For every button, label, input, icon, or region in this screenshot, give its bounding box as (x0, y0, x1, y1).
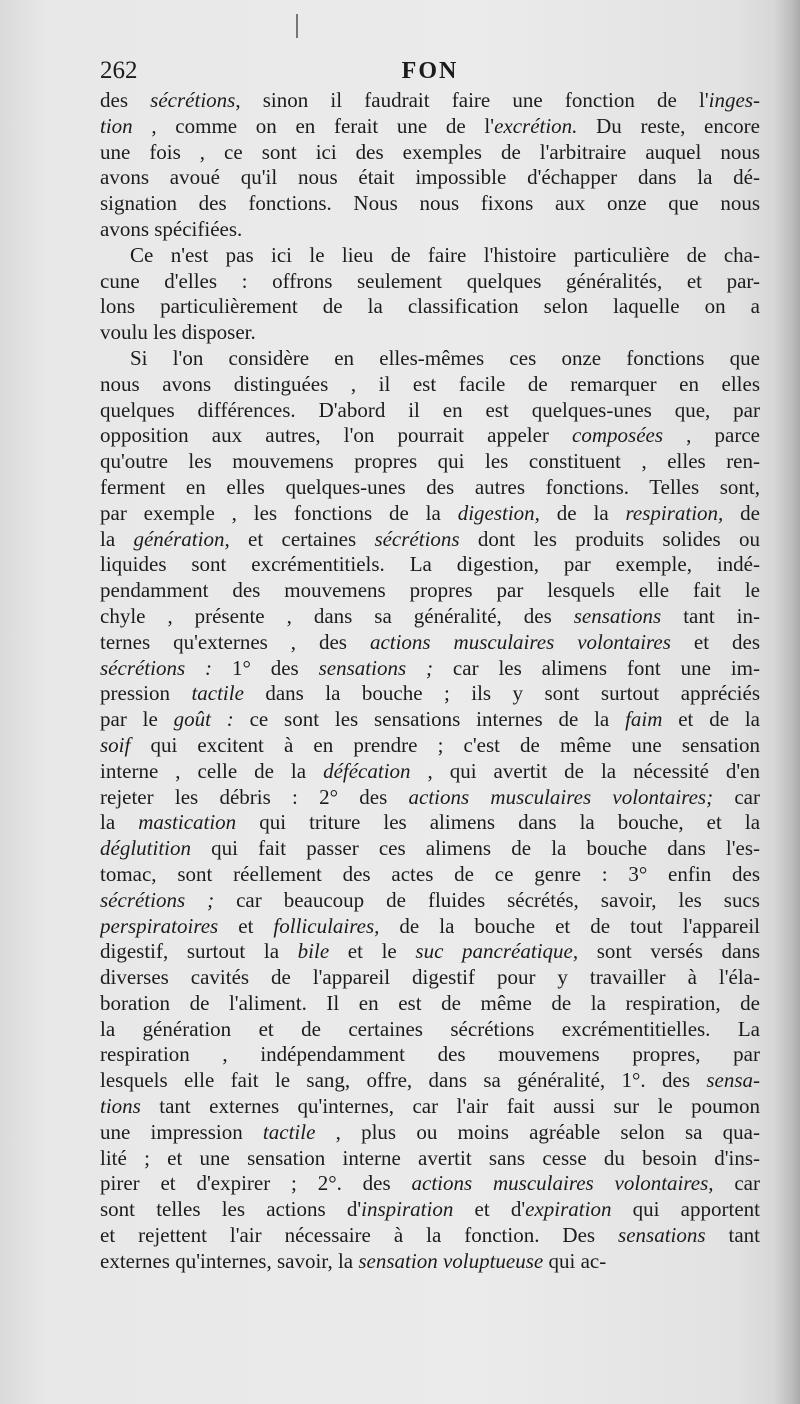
text-run: et rejettent l'air nécessaire à la fonction. Des (100, 1223, 619, 1248)
text-run: dont les produits solides ou (459, 526, 760, 551)
text-run: Du reste, encore (577, 113, 760, 138)
text-run: la (100, 810, 139, 835)
text-run: car (713, 784, 760, 809)
text-line (100, 914, 760, 940)
text-run: et d' (453, 1197, 526, 1222)
text-run: signation des fonctions. Nous nous fixons aux onze que nous (100, 191, 760, 216)
text-line (100, 1017, 760, 1043)
text-run: pirer et d'expirer ; 2°. des (100, 1171, 412, 1196)
italic-text: génération, (133, 526, 230, 551)
text-run: avons spécifiées. (100, 216, 243, 241)
italic-text: défécation (323, 758, 411, 783)
text-run: par exemple , les fonctions de la (100, 500, 458, 525)
text-line (100, 939, 760, 965)
text-run: interne , celle de la (100, 758, 324, 783)
italic-text: tactile (262, 1119, 316, 1144)
text-line (100, 965, 760, 991)
text-line (100, 1171, 760, 1197)
text-run: externes qu'internes, savoir, la (100, 1248, 359, 1273)
italic-text: goût : (173, 707, 234, 732)
text-run: par le (100, 707, 174, 732)
text-run: lesquels elle fait le sang, offre, dans sa généralité, 1°. des (100, 1068, 707, 1093)
text-run: , comme on en ferait une de l' (132, 113, 495, 138)
text-line (100, 140, 760, 166)
text-run: digestif, surtout la (100, 939, 298, 964)
text-run: la génération et de certaines sécrétions excrémentitielles. La (100, 1016, 760, 1041)
italic-text: excrétion. (494, 113, 578, 138)
text-line (100, 1146, 760, 1172)
text-line (100, 733, 760, 759)
italic-text: sécrétions (150, 88, 236, 112)
italic-text: expiration (525, 1197, 612, 1222)
text-run: des (100, 88, 151, 112)
text-line (100, 759, 760, 785)
text-run: lité ; et une sensation interne avertit sans cesse du besoin d'ins- (100, 1145, 760, 1170)
italic-text: faim (625, 707, 663, 732)
text-line (100, 1197, 760, 1223)
body-text (100, 88, 760, 1275)
page-top-mark (296, 14, 298, 38)
text-line (100, 681, 760, 707)
text-run: qu'outre les mouvemens propres qui les constituent , elles ren- (100, 449, 760, 474)
text-line (100, 991, 760, 1017)
text-run: de (723, 500, 760, 525)
text-line (100, 1120, 760, 1146)
text-run: qui fait passer ces alimens de la bouche dans l'es- (191, 836, 760, 861)
page-number: 262 (100, 57, 138, 84)
text-line (100, 449, 760, 475)
text-run: et (218, 913, 274, 938)
italic-text: sécrétions : (100, 655, 213, 680)
text-run: pression (100, 681, 192, 706)
text-line (100, 217, 760, 243)
text-run: respiration , indépendamment des mouvemens propres, par (100, 1042, 760, 1067)
text-run: chyle , présente , dans sa généralité, des (100, 603, 574, 628)
text-line (100, 527, 760, 553)
text-line (100, 630, 760, 656)
italic-text: respiration, (625, 500, 724, 525)
text-run: tomac, sont réellement des actes de ce genre : 3° enfin des (100, 861, 760, 886)
italic-text: inges- (708, 88, 760, 112)
text-line (100, 320, 760, 346)
text-line (100, 346, 760, 372)
text-line (100, 501, 760, 527)
italic-text: sensation voluptueuse (358, 1248, 544, 1273)
text-line (100, 604, 760, 630)
running-head: FON (401, 58, 459, 84)
text-line (100, 836, 760, 862)
text-line (100, 707, 760, 733)
text-run: qui triture les alimens dans la bouche, et la (236, 810, 760, 835)
text-run: sont telles les actions d' (100, 1197, 362, 1222)
text-run: , sinon il faudrait faire une fonction de l' (235, 88, 709, 112)
text-run: et le (329, 939, 416, 964)
text-line (100, 1042, 760, 1068)
text-run: et des (670, 629, 760, 654)
text-line (100, 191, 760, 217)
text-run: ferment en elles quelques-unes des autres fonctions. Telles sont, (100, 474, 760, 499)
text-run: tant (705, 1223, 760, 1248)
text-run: tant externes qu'internes, car l'air fait aussi sur le poumon (140, 1094, 760, 1119)
text-run: qui excitent à en prendre ; c'est de même une sensation (130, 732, 760, 757)
italic-text: composées (572, 423, 664, 448)
italic-text: actions musculaires volontaires; (408, 784, 714, 809)
text-run: de la (539, 500, 626, 525)
text-line (100, 165, 760, 191)
text-line (100, 294, 760, 320)
italic-text: tions (100, 1094, 141, 1119)
italic-text: inspiration (361, 1197, 454, 1222)
text-line (100, 810, 760, 836)
italic-text: sensations (573, 603, 662, 628)
italic-text: perspiratoires (100, 913, 219, 938)
italic-text: digestion, (457, 500, 540, 525)
text-run: la (100, 526, 134, 551)
italic-text: actions musculaires volontaires, (411, 1171, 714, 1196)
text-line (100, 785, 760, 811)
text-line (100, 398, 760, 424)
italic-text: sécrétions ; (100, 887, 215, 912)
text-run: , parce (663, 423, 760, 448)
text-run: nous avons distinguées , il est facile de remarquer en elles (100, 371, 760, 396)
text-run: lons particulièrement de la classification selon laquelle on a (100, 294, 760, 319)
text-line (100, 552, 760, 578)
text-run: avons avoué qu'il nous était impossible d'échapper dans la dé- (100, 165, 760, 190)
text-run: car les alimens font une im- (433, 655, 760, 680)
text-run: cune d'elles : offrons seulement quelques généralités, et par- (100, 268, 760, 293)
text-run: tant in- (661, 603, 760, 628)
text-run: , qui avertit de la nécessité d'en (410, 758, 760, 783)
text-line (100, 862, 760, 888)
text-run: 1° des (212, 655, 319, 680)
italic-text: mastication (138, 810, 237, 835)
italic-text: tion (100, 113, 133, 138)
text-run: qui ac- (543, 1248, 607, 1273)
text-run: une impression (100, 1119, 263, 1144)
italic-text: soif (100, 732, 131, 757)
text-line (100, 423, 760, 449)
text-line (100, 656, 760, 682)
text-line (100, 888, 760, 914)
text-line (100, 578, 760, 604)
text-run: sont versés dans (578, 939, 760, 964)
text-line (100, 475, 760, 501)
italic-text: tactile (191, 681, 244, 706)
italic-text: suc pancréatique, (415, 939, 579, 964)
text-line (100, 1249, 760, 1275)
text-run: opposition aux autres, l'on pourrait appeler (100, 423, 573, 448)
italic-text: sensations ; (318, 655, 434, 680)
italic-text: bile (297, 939, 330, 964)
text-run: qui apportent (611, 1197, 760, 1222)
text-run: car (713, 1171, 760, 1196)
text-run: Ce n'est pas ici le lieu de faire l'histoire particulière de cha- (130, 242, 760, 267)
text-run: diverses cavités de l'appareil digestif pour y travailler à l'éla- (100, 965, 760, 990)
text-line (100, 1094, 760, 1120)
text-run: dans la bouche ; ils y sont surtout appréciés (243, 681, 760, 706)
text-line (100, 88, 760, 114)
text-line (100, 372, 760, 398)
text-run: , plus ou moins agréable selon sa qua- (315, 1119, 760, 1144)
text-run: de la bouche et de tout l'appareil (379, 913, 760, 938)
text-run: Si l'on considère en elles-mêmes ces onze fonctions que (130, 345, 760, 370)
page-edge-shadow (774, 0, 800, 1404)
text-run: ternes qu'externes , des (100, 629, 370, 654)
text-run: boration de l'aliment. Il en est de même de la respiration, de (100, 990, 760, 1015)
text-run: ce sont les sensations internes de la (233, 707, 626, 732)
text-run: car beaucoup de fluides sécrétés, savoir, les sucs (214, 887, 760, 912)
text-run: voulu les disposer. (100, 320, 256, 345)
text-line (100, 114, 760, 140)
italic-text: sensations (618, 1223, 706, 1248)
italic-text: actions musculaires volontaires (369, 629, 671, 654)
text-run: rejeter les débris : 2° des (100, 784, 409, 809)
text-line (100, 1068, 760, 1094)
text-run: quelques différences. D'abord il en est quelques-unes que, par (100, 397, 760, 422)
italic-text: sensa- (706, 1068, 760, 1093)
text-run: une fois , ce sont ici des exemples de l'arbitraire auquel nous (100, 139, 760, 164)
italic-text: folliculaires, (273, 913, 380, 938)
text-line (100, 1223, 760, 1249)
text-run: pendamment des mouvemens propres par lesquels elle fait le (100, 578, 760, 603)
text-run: et de la (662, 707, 760, 732)
page-header (100, 56, 760, 86)
text-run: liquides sont excrémentitiels. La digestion, par exemple, indé- (100, 552, 760, 577)
text-run: et certaines (229, 526, 375, 551)
text-line (100, 269, 760, 295)
italic-text: déglutition (100, 836, 191, 861)
italic-text: sécrétions (374, 526, 460, 551)
text-line (100, 243, 760, 269)
